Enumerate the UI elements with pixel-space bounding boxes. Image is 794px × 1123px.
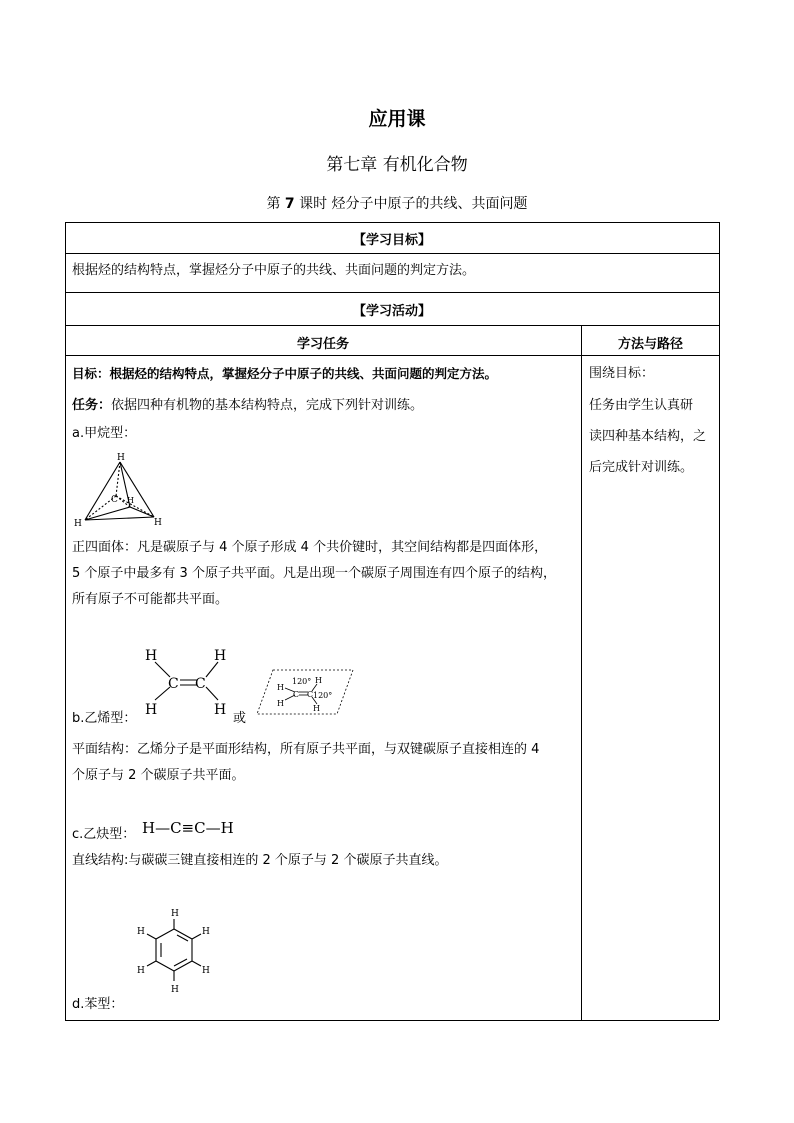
ethylene-text-2: 个原子与 2 个碳原子共平面。 xyxy=(72,768,245,783)
atom-label: H xyxy=(277,699,284,708)
task-text: 依据四种有机物的基本结构特点，完成下列针对训练。 xyxy=(111,398,424,413)
ethylene-plane-diagram xyxy=(255,666,355,718)
atom-label: H xyxy=(171,909,179,919)
atom-label: H xyxy=(214,648,227,664)
task-label: 任务： xyxy=(72,398,112,413)
atom-label: H xyxy=(137,966,145,976)
method-line-1: 围绕目标： xyxy=(589,366,655,381)
atom-label: C xyxy=(168,676,179,692)
atom-label: H xyxy=(137,927,145,937)
atom-label: H xyxy=(277,683,284,692)
table-border xyxy=(65,222,719,223)
lesson-prefix: 第 xyxy=(266,196,281,212)
methane-text-3: 所有原子不可能都共平面。 xyxy=(72,592,229,607)
ethylene-text-1: 平面结构：乙烯分子是平面形结构，所有原子共平面，与双键碳原子直接相连的 4 xyxy=(72,742,540,757)
atom-label: C xyxy=(293,690,300,699)
page-title: 应用课 xyxy=(368,108,426,130)
lesson-rest: 课时 烃分子中原子的共线、共面问题 xyxy=(299,196,528,212)
table-border xyxy=(581,325,582,1020)
atom-label: H xyxy=(171,985,179,995)
chapter-title: 第七章 有机化合物 xyxy=(326,155,468,175)
acetylene-formula: H—C≡C—H xyxy=(142,819,234,837)
benzene-diagram xyxy=(127,905,227,1010)
ethylene-or: 或 xyxy=(233,711,247,726)
table-border xyxy=(65,292,719,293)
atom-label: H xyxy=(202,966,210,976)
atom-label: C xyxy=(307,690,314,699)
atom-label: H xyxy=(313,704,320,713)
atom-label: H xyxy=(74,519,82,529)
methane-label: a.甲烷型： xyxy=(72,426,137,441)
ethylene-structure xyxy=(140,642,235,722)
table-border xyxy=(65,325,719,326)
method-line-4: 后完成针对训练。 xyxy=(589,460,694,475)
ethylene-label: b.乙烯型： xyxy=(72,711,137,726)
angle-label: 120° xyxy=(292,677,312,686)
method-line-2: 任务由学生认真研 xyxy=(589,398,694,413)
column-method: 方法与路径 xyxy=(617,337,683,352)
atom-label: H xyxy=(202,927,210,937)
objective-heading: 【学习目标】 xyxy=(352,233,431,248)
atom-label: H xyxy=(145,648,158,664)
table-border xyxy=(65,1020,719,1021)
task-goal: 目标：根据烃的结构特点，掌握烃分子中原子的共线、共面问题的判定方法。 xyxy=(72,366,498,381)
table-border xyxy=(65,253,719,254)
methane-text-2: 5 个原子中最多有 3 个原子共平面。凡是出现一个碳原子周围连有四个原子的结构， xyxy=(72,566,556,581)
atom-label: H xyxy=(117,453,125,463)
task-line xyxy=(72,393,423,419)
atom-label: H xyxy=(145,702,158,718)
lesson-title xyxy=(0,193,794,213)
lesson-number: 7 xyxy=(284,196,295,212)
column-task: 学习任务 xyxy=(296,337,349,352)
angle-label: 120° xyxy=(313,691,333,700)
table-border xyxy=(65,355,719,356)
methane-text-1: 正四面体：凡是碳原子与 4 个原子形成 4 个共价键时，其空间结构都是四面体形， xyxy=(72,540,548,555)
atom-label: C xyxy=(111,495,118,505)
atom-label: H xyxy=(154,518,162,528)
method-line-3: 读四种基本结构，之 xyxy=(589,429,707,444)
benzene-label: d.苯型： xyxy=(72,997,124,1012)
atom-label: H xyxy=(127,496,134,505)
objective-text: 根据烃的结构特点，掌握烃分子中原子的共线、共面问题的判定方法。 xyxy=(72,263,476,278)
activity-heading: 【学习活动】 xyxy=(352,304,431,319)
atom-label: H xyxy=(315,676,322,685)
atom-label: H xyxy=(214,702,227,718)
acetylene-text: 直线结构:与碳碳三键直接相连的 2 个原子与 2 个碳原子共直线。 xyxy=(72,853,448,868)
atom-label: C xyxy=(195,676,206,692)
methane-diagram xyxy=(72,450,167,530)
acetylene-label: c.乙炔型： xyxy=(72,827,136,842)
